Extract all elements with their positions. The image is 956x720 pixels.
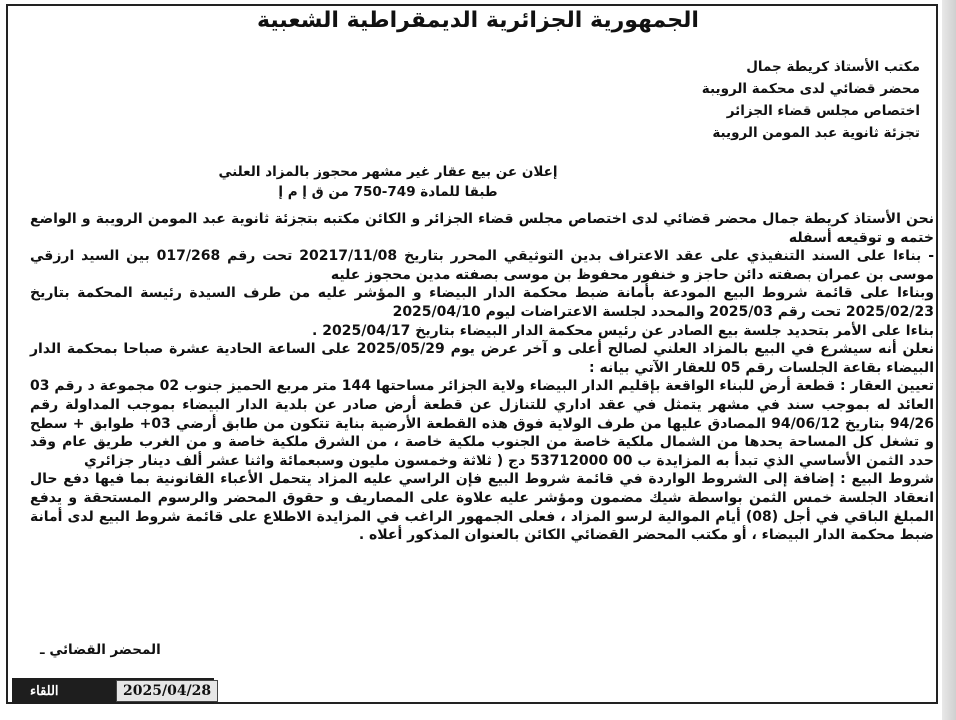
notice-subtitle: طبقا للمادة 749-750 من ق إ م إ xyxy=(278,184,498,200)
office-line: مكتب الأستاذ كريطة جمال xyxy=(746,59,920,75)
page-title: الجمهورية الجزائرية الديمقراطية الشعبية xyxy=(257,8,699,33)
body-paragraph: بناءا على الأمر بتحديد جلسة بيع الصادر عن رئيس محكمة الدار البيضاء بتاريخ 2025/04/17 . xyxy=(312,322,934,339)
notice-title: إعلان عن بيع عقار غير مشهر محجوز بالمزاد العلني xyxy=(218,164,558,180)
office-block xyxy=(702,56,920,144)
signature-label: المحضر القضائي ـ xyxy=(40,642,161,658)
body-paragraph: شروط البيع : إضافة إلى الشروط الواردة في قائمة شروط البيع فإن الراسي عليه المزاد يتحمل الأعباء القانونية بما فيها دفع حال انعقاد الجلسة خمس الثمن بواسطة شيك مضمون ومؤشر عليه علاوة على المصاريف و حقوق المحضر والرسوم المستحقة و يدفع المبلغ الباقي في أجل (08) أيام الموالية لرسو المزاد ، فعلى الجمهور الراغب في المزايدة الاطلاع على قائمة شروط البيع لدى أمانة ضبط محكمة الدار البيضاء ، أو مكتب المحضر القضائي الكائن بالعنوان المذكور أعلاه . xyxy=(30,471,934,544)
body-paragraph: نعلن أنه سيشرع في البيع بالمزاد العلني لصالح أعلى و آخر عرض يوم 2025/05/29 على الساعة الحادية عشرة صباحا بمحكمة الدار البيضاء بقاعة الجلسات رقم 05 للعقار الآتي بيانه : xyxy=(30,341,934,376)
footer-bar xyxy=(12,678,214,704)
publication-date: 2025/04/28 xyxy=(116,680,218,702)
newspaper-name: اللقاء xyxy=(30,683,59,699)
body-paragraph: نحن الأستاذ كريطة جمال محضر قضائي لدى اختصاص مجلس قضاء الجزائر و الكائن مكتبه بتجزئة ثانوية عبد المومن الرويبة و الواضع ختمه و توقيعه أسفله xyxy=(30,211,934,246)
body-paragraph: تعيين العقار : قطعة أرض للبناء الواقعة بإقليم الدار البيضاء ولاية الجزائر مساحتها 144 متر مربع الحميز جنوب 02 مجموعة د رقم 03 العائد له بموجب سند في مشهر يتمثل في عقد اداري للتنازل عن قطعة أرض صادر عن بلدية الدار البيضاء بموجب المداولة رقم 94/26 بتاريخ 94/06/12 المصادق عليها من طرف الولاية فوق هذه القطعة الأرضية بناية تتكون من طابق أرضي 03+ طوابق + سطح و تشغل كل المساحة يحدها من الشمال ملكية خاصة من الجنوب ملكية خاصة ، من الشرق ملكية خاصة و من الغرب طريق عام وقد حدد الثمن الأساسي الذي تبدأ به المزايدة ب 00 53712000 دج ( ثلاثة وخمسون مليون وسبعمائة واثنا عشر ألف دينار جزائري xyxy=(30,378,934,469)
notice-body xyxy=(30,210,934,545)
notice-heading xyxy=(0,162,956,202)
office-line: اختصاص مجلس قضاء الجزائر xyxy=(726,103,920,119)
body-paragraph: وبناءا على قائمة شروط البيع المودعة بأمانة ضبط محكمة الدار البيضاء و المؤشر عليه من طرف السيدة رئيسة المحكمة بتاريخ 2025/02/23 تحت رقم 2025/03 والمحدد لجلسة الاعتراضات ليوم 2025/04/10 xyxy=(30,285,934,320)
body-paragraph: - بناءا على السند التنفيذي على عقد الاعتراف بدين التوثيقي المحرر بتاريخ 20217/11/08 تحت رقم 017/268 بين السيد ارزقي موسى بن عمران بصفته دائن حاجز و خنفور محفوظ بن موسى بصفته مدين محجوز عليه xyxy=(30,248,935,283)
office-line: تجزئة ثانوية عبد المومن الرويبة xyxy=(712,125,920,141)
page-edge xyxy=(942,0,956,720)
office-line: محضر قضائي لدى محكمة الرويبة xyxy=(701,81,920,97)
